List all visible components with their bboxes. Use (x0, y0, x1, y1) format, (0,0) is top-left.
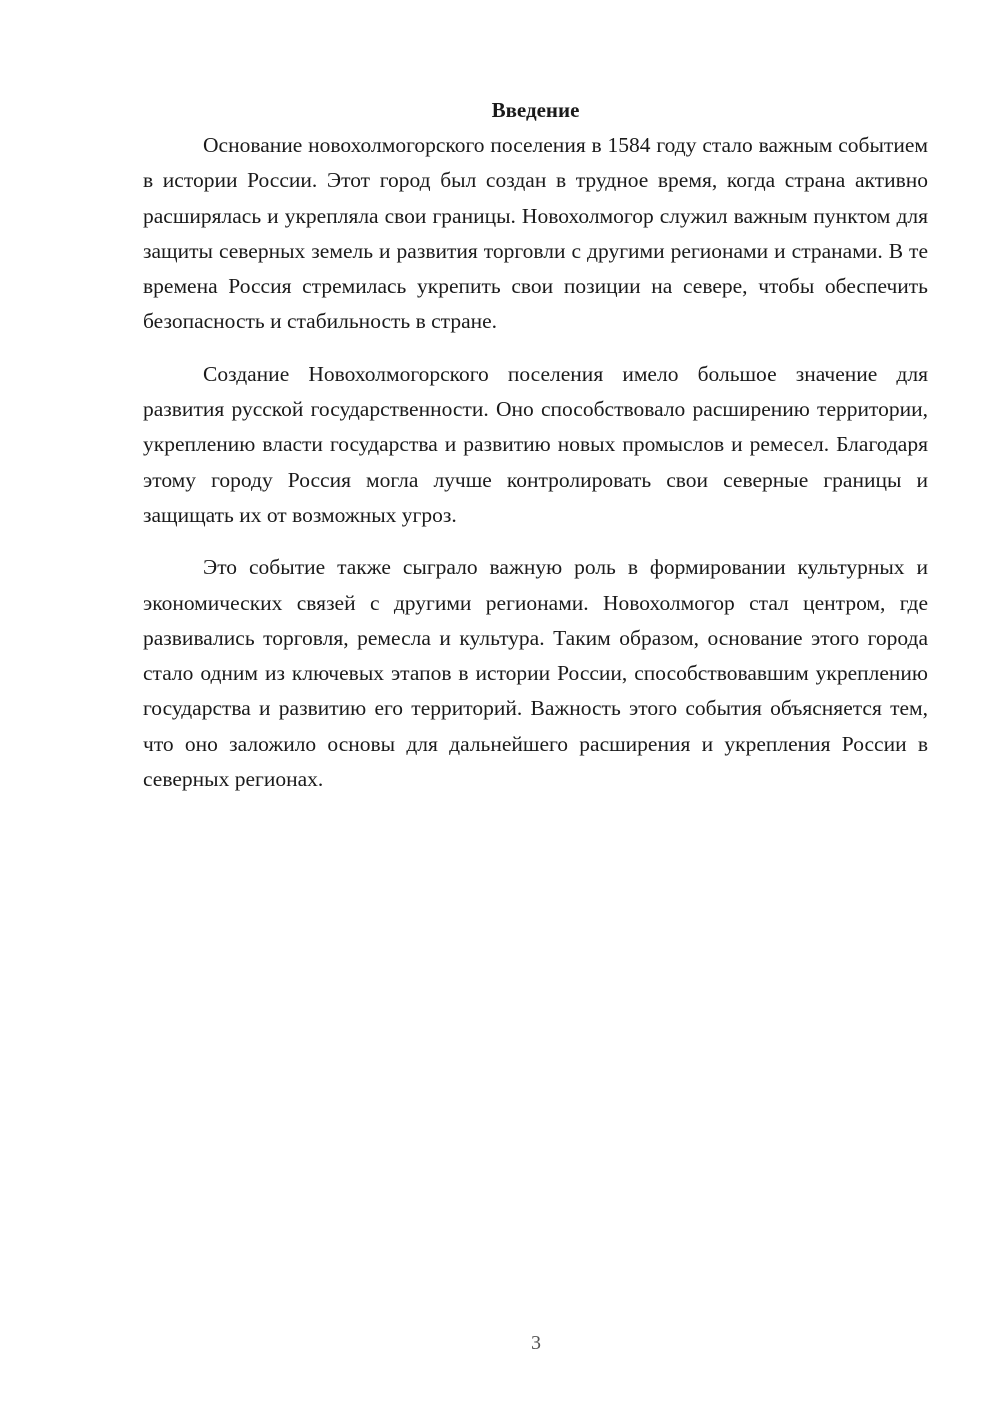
page-number: 3 (531, 1332, 541, 1354)
section-heading: Введение (491, 98, 580, 122)
document-body (143, 92, 928, 814)
paragraph-3: Это событие также сыграло важную роль в формировании культурных и экономических связей с другими регионами. Новохолмогор стал центром, где развивались торговля, ремесла и культура. Таким образом, основание этого города стало одним из ключевых этапов в истории России, способствовавшим укреплению государства и развитию его территорий. Важность этого события объясняется тем, что оно заложило основы для дальнейшего расширения и укрепления России в северных регионах. (143, 555, 928, 792)
paragraph-1: Основание новохолмогорского поселения в 1584 году стало важным событием в истории России. Этот город был создан в трудное время, когда страна активно расширялась и укрепляла свои границы. Новохолмогор служил важным пунктом для защиты северных земель и развития торговли с другими регионами и странами. В те времена Россия стремилась укрепить свои позиции на севере, чтобы обеспечить безопасность и стабильность в стране. (143, 133, 928, 334)
paragraph-2: Создание Новохолмогорского поселения имело большое значение для развития русской государственности. Оно способствовало расширению территории, укреплению власти государства и развитию новых промыслов и ремесел. Благодаря этому городу Россия могла лучше контролировать свои северные границы и защищать их от возможных угроз. (143, 361, 928, 527)
